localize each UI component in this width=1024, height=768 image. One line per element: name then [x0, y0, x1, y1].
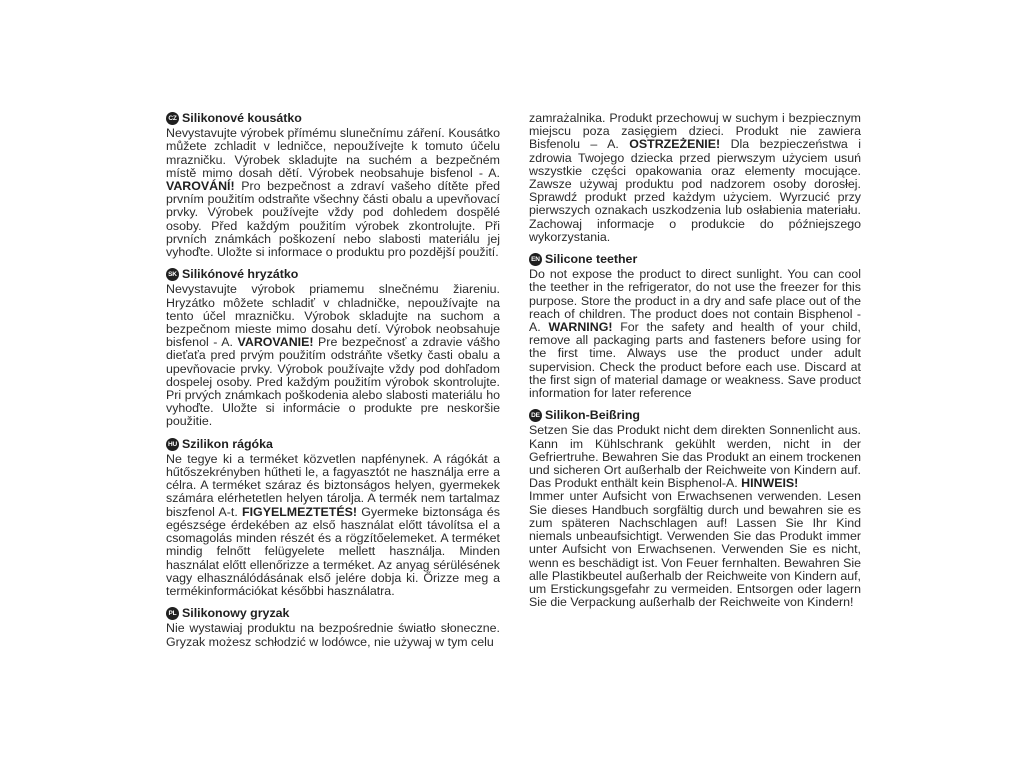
- section-heading-pl: [166, 607, 500, 620]
- language-badge-de: DE: [529, 409, 542, 422]
- section-body-cz: [166, 127, 500, 259]
- section-heading-cz: [166, 112, 500, 125]
- body-text-pl-cont-a: zamrażalnika. Produkt przechowuj w suchym i bezpiecznym miejscu poza zasięgiem dzieci. Produkt nie zawiera Bisfenolu – A.: [529, 111, 861, 152]
- body-text-hu-a: Ne tegye ki a terméket közvetlen napfénynek. A rágókát a hűtőszekrényben hűtheti le, a fagyasztót ne használja erre a célra. A terméket száraz és biztonságos helyen, gyermekek számára elérhetetlen helyen tárolja. A termék nem tartalmaz biszfenol A-t.: [166, 451, 500, 519]
- right-column: [529, 112, 861, 609]
- section-pl: [166, 607, 500, 649]
- body-text-sk-a: Nevystavujte výrobok priamemu slnečnému žiareniu. Hryzátko môžete schladiť v chladničke, nepoužívajte na tento účel mrazničku. Výrobok skladujte na suchom a bezpečnom mieste mimo dosahu detí. Výrobok neobsahuje bisfenol - A.: [166, 282, 500, 350]
- body-text-en-b: For the safety and health of your child, remove all packaging parts and fasteners before using for the first time. Always use the product under adult supervision. Check the product before each use. Discard at the first sign of material damage or weakness. Save product information for later reference: [529, 320, 861, 401]
- section-heading-sk: [166, 268, 500, 281]
- section-pl-continued: [529, 112, 861, 244]
- body-text-pl-cont-b: Dla bezpieczeństwa i zdrowia Twojego dziecka przed pierwszym użyciem usuń wszystkie części opakowania oraz elementy mocujące. Zawsze używaj produktu pod nadzorem osoby dorosłej. Sprawdź produkt przed każdym użyciem. Wyrzucić przy pierwszych oznakach uszkodzenia lub osłabienia materiału. Zachowaj informacje o produkcie do późniejszego wykorzystania.: [529, 137, 861, 244]
- body-text-pl-a: Nie wystawiaj produktu na bezpośrednie światło słoneczne. Gryzak możesz schłodzić w lodówce, nie używaj w tym celu: [166, 621, 500, 649]
- warning-label-cz: VAROVÁNÍ!: [166, 179, 235, 194]
- section-sk: [166, 268, 500, 428]
- language-badge-cz: CZ: [166, 112, 179, 125]
- warning-label-sk: VAROVANIE!: [237, 335, 314, 350]
- body-text-hu-b: Gyermeke biztonsága és egészsége érdekében az első használat előtt távolítsa el a csomagolás minden részét és a rögzítőelemeket. A terméket mindig felnőtt felügyelete mellett használja. Minden használat előtt ellenőrizze a terméket. Az anyag sérülésének vagy elhasználódásának első jelére dobja ki. Őrizze meg a termékinformációkat későbbi használatra.: [166, 504, 501, 598]
- section-body-sk: [166, 283, 500, 428]
- warning-label-pl: OSTRZEŻENIE!: [629, 137, 721, 152]
- language-badge-en: EN: [529, 253, 542, 266]
- section-en: [529, 253, 861, 400]
- section-title-de: Silikon-Beißring: [545, 408, 640, 423]
- section-cz: [166, 112, 500, 259]
- body-text-en-a: Do not expose the product to direct sunlight. You can cool the teether in the refrigerator, do not use the freezer for this purpose. Store the product in a dry and safe place out of the reach of children. The product does not contain Bisphenol - A.: [529, 267, 861, 335]
- section-body-de: [529, 424, 861, 609]
- section-heading-de: [529, 409, 861, 422]
- body-text-sk-b: Pre bezpečnosť a zdravie vášho dieťaťa pred prvým použitím odstráňte všetky časti obalu a upevňovacie prvky. Výrobok používajte vždy pod dohľadom dospelej osoby. Pred každým použitím výrobok skontrolujte. Pri prvých známkach poškodenia alebo slabosti materiálu ho vyhoďte. Uložte si informácie o produkte pre neskoršie použitie.: [166, 335, 501, 429]
- body-text-cz-b: Pro bezpečnost a zdraví vašeho dítěte před prvním použitím odstraňte všechny části obalu a upevňovací prvky. Výrobek používejte vždy pod dohledem dospělé osoby. Před každým použitím výrobek zkontrolujte. Při prvních známkách poškození nebo slabosti materiálu jej vyhoďte. Uložte si informace o produktu pro pozdější použití.: [166, 179, 500, 260]
- body-text-de-b: Immer unter Aufsicht von Erwachsenen verwenden. Lesen Sie dieses Handbuch sorgfältig durch und bewahren sie es zum späteren Nachschlagen auf! Lassen Sie Ihr Kind niemals unbeaufsichtigt. Verwenden Sie das Produkt immer unter Aufsicht von Erwachsenen. Verwenden Sie es nicht, wenn es beschädigt ist. Von Feuer fernhalten. Bewahren Sie alle Plastikbeutel außerhalb der Reichweite von Kindern auf, um Erstickungsgefahr zu vermeiden. Entsorgen oder lagern Sie die Verpackung außerhalb der Reichweite von Kindern!: [529, 489, 861, 610]
- section-heading-hu: [166, 438, 500, 451]
- left-column: [166, 112, 500, 649]
- language-badge-hu: HU: [166, 438, 179, 451]
- section-heading-en: [529, 253, 861, 266]
- section-body-pl-continued: [529, 112, 861, 244]
- section-title-hu: Szilikon rágóka: [182, 436, 273, 451]
- warning-label-hu: FIGYELMEZTETÉS!: [242, 504, 358, 519]
- section-body-hu: [166, 453, 500, 598]
- warning-label-en: WARNING!: [548, 320, 613, 335]
- section-body-en: [529, 268, 861, 400]
- section-body-pl: [166, 622, 500, 648]
- section-de: [529, 409, 861, 609]
- section-hu: [166, 438, 500, 598]
- section-title-sk: Silikónové hryzátko: [182, 267, 299, 282]
- section-title-cz: Silikonové kousátko: [182, 111, 302, 125]
- warning-label-de: HINWEIS!: [741, 476, 799, 491]
- language-badge-sk: SK: [166, 268, 179, 281]
- body-text-cz-a: Nevystavujte výrobek přímému slunečnímu záření. Kousátko můžete zchladit v ledničce, nepoužívejte k tomuto účelu mrazničku. Výrobek skladujte na suchém a bezpečném místě mimo dosah dětí. Výrobek neobsahuje bisfenol - A.: [166, 126, 500, 180]
- body-text-de-a: Setzen Sie das Produkt nicht dem direkten Sonnenlicht aus. Kann im Kühlschrank gekühlt werden, nicht in der Gefriertruhe. Bewahren Sie das Produkt an einem trockenen und sicheren Ort außerhalb der Reichweite von Kindern auf. Das Produkt enthält kein Bisphenol-A.: [529, 423, 861, 491]
- section-title-en: Silicone teether: [545, 252, 638, 267]
- section-title-pl: Silikonowy gryzak: [182, 606, 290, 621]
- language-badge-pl: PL: [166, 607, 179, 620]
